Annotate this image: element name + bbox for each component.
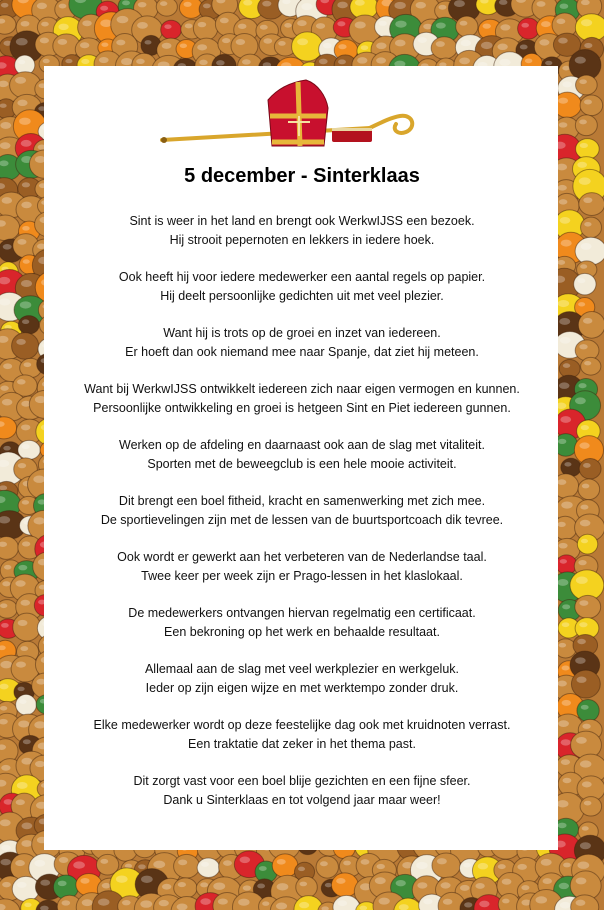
poem-line: Dit zorgt vast voor een boel blije gezichten en een fijne sfeer. bbox=[133, 774, 471, 788]
pepernoot-icon bbox=[556, 555, 577, 574]
pepernoot-icon bbox=[0, 536, 18, 559]
pepernoot-icon bbox=[580, 95, 603, 116]
poem-stanza bbox=[60, 212, 544, 250]
poem-stanza bbox=[60, 268, 544, 306]
pepernoot-icon bbox=[579, 458, 601, 478]
pepernoot-icon bbox=[272, 854, 298, 877]
poem-line: Ieder op zijn eigen wijze en met werktempo zonder druk. bbox=[145, 681, 459, 695]
pepernoot-icon bbox=[16, 694, 37, 715]
pepernoot-icon bbox=[581, 357, 601, 375]
pepernoot-icon bbox=[575, 595, 601, 618]
pepernoot-icon bbox=[174, 854, 200, 878]
pepernoot-icon bbox=[316, 856, 338, 878]
poem-line: Want hij is trots op de groei en inzet van iedereen. bbox=[163, 326, 441, 340]
pepernoot-icon bbox=[432, 853, 460, 878]
pepernoot-icon bbox=[13, 613, 41, 641]
poem-line: Twee keer per week zijn er Prago-lessen in het klaslokaal. bbox=[141, 569, 463, 583]
pepernoot-icon bbox=[431, 37, 457, 59]
poem-line: Want bij WerkwIJSS ontwikkelt iedereen zich naar eigen vermogen en kunnen. bbox=[84, 382, 520, 396]
pepernoot-icon bbox=[577, 700, 599, 722]
poem-line: Ook heeft hij voor iedere medewerker een aantal regels op papier. bbox=[118, 270, 486, 284]
poem-line: Dank u Sinterklaas en tot volgend jaar maar weer! bbox=[163, 793, 441, 807]
pepernoot-icon bbox=[18, 440, 40, 459]
poem-stanza bbox=[60, 660, 544, 698]
pepernoot-icon bbox=[156, 0, 177, 16]
pepernoot-icon bbox=[576, 75, 598, 95]
sinterklaas-mitre-staff-icon bbox=[160, 78, 420, 156]
pepernoot-icon bbox=[578, 479, 600, 500]
poem-line: Werken op de afdeling en daarnaast ook aan de slag met vitaliteit. bbox=[119, 438, 485, 452]
pepernoot-icon bbox=[571, 670, 600, 698]
pepernoot-icon bbox=[161, 20, 182, 39]
poem-line: Elke medewerker wordt op deze feestelijke dag ook met kruidnoten verrast. bbox=[93, 718, 511, 732]
pepernoot-icon bbox=[575, 115, 597, 136]
pepernoot-icon bbox=[580, 797, 602, 816]
pepernoot-icon bbox=[0, 600, 18, 619]
poem-line: Sint is weer in het land en brengt ook WerkwIJSS een bezoek. bbox=[129, 214, 475, 228]
pepernoot-icon bbox=[577, 534, 597, 554]
pepernoot-icon bbox=[296, 877, 318, 898]
staff-crook-icon bbox=[365, 116, 412, 133]
pepernoot-icon bbox=[456, 16, 478, 37]
poem-line: Persoonlijke ontwikkeling en groei is hetgeen Sint en Piet iedereen gunnen. bbox=[93, 401, 511, 415]
pepernoot-icon bbox=[12, 333, 39, 360]
poem-line: Er hoeft dan ook niemand mee naar Spanje, dat ziet hij meteen. bbox=[125, 345, 479, 359]
poem-title: 5 december - Sinterklaas bbox=[184, 165, 420, 187]
poem-stanza bbox=[60, 716, 544, 754]
poem-stanza bbox=[60, 548, 544, 586]
pepernoot-icon bbox=[174, 878, 197, 898]
poem-line: Ook wordt er gewerkt aan het verbeteren van de Nederlandse taal. bbox=[117, 550, 487, 564]
poem-line: Sporten met de beweegclub is een hele mooie activiteit. bbox=[147, 457, 457, 471]
poem-stanza bbox=[60, 492, 544, 530]
poem-line: De medewerkers ontvangen hiervan regelmatig een certificaat. bbox=[128, 606, 476, 620]
poem-stanza bbox=[60, 380, 544, 418]
poem-line: Allemaal aan de slag met veel werkplezier en werkgeluk. bbox=[144, 662, 460, 676]
poem-body bbox=[60, 212, 544, 828]
poem-stanza bbox=[60, 324, 544, 362]
pepernoot-icon bbox=[581, 217, 602, 238]
poem-stanza bbox=[60, 436, 544, 474]
pepernoot-icon bbox=[18, 316, 39, 335]
poem-line: Hij strooit pepernoten en lekkers in iedere hoek. bbox=[169, 233, 435, 247]
poem-line: De sportievelingen zijn met de lessen van de buurtsportcoach dik tevree. bbox=[100, 513, 504, 527]
poem-line: Hij deelt persoonlijke gedichten uit met veel plezier. bbox=[160, 289, 444, 303]
pepernoot-icon bbox=[193, 16, 217, 40]
pepernoot-icon bbox=[574, 273, 596, 295]
poem-line: Een bekroning op het werk en behaalde resultaat. bbox=[164, 625, 440, 639]
pepernoot-icon bbox=[578, 311, 604, 338]
poem-stanza bbox=[60, 772, 544, 810]
pepernoot-icon bbox=[579, 193, 604, 216]
poem-line: Een traktatie dat zeker in het thema past. bbox=[188, 737, 416, 751]
pepernoot-icon bbox=[197, 858, 219, 877]
poem-stanza bbox=[60, 604, 544, 642]
poem-line: Dit brengt een boel fitheid, kracht en samenwerking met zich mee. bbox=[118, 494, 486, 508]
